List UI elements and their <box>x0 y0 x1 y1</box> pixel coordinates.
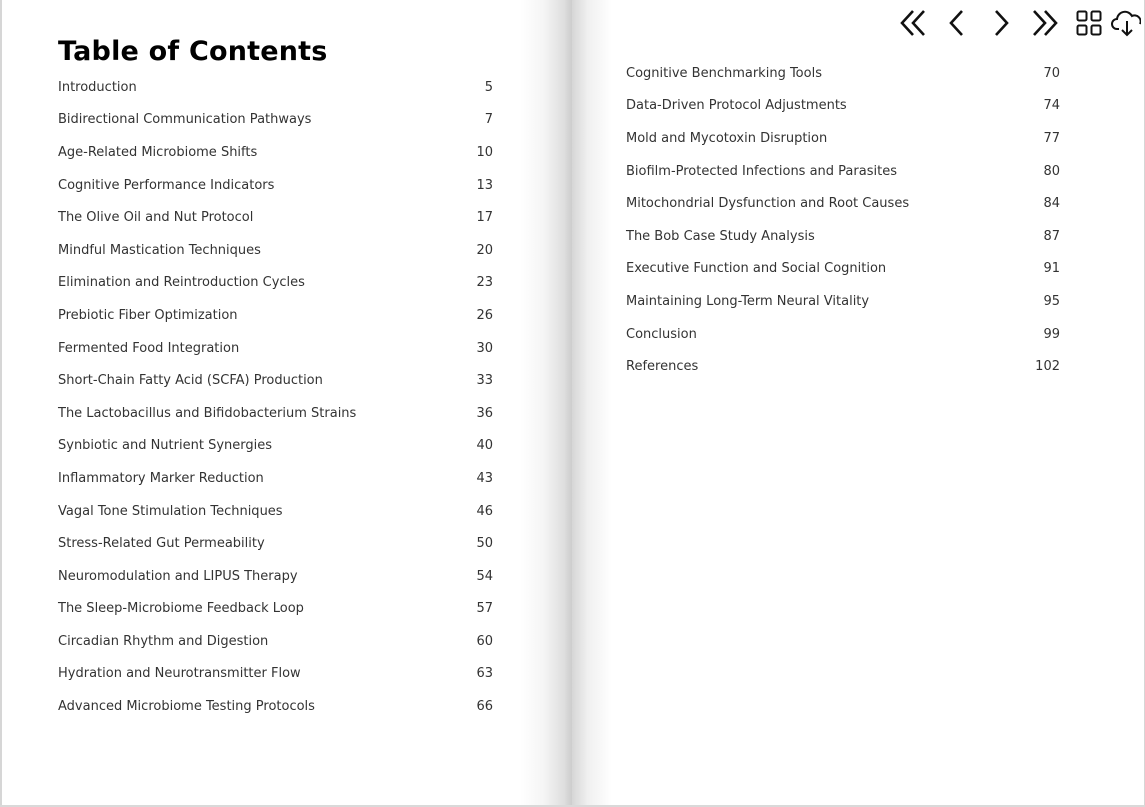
toc-entry[interactable] <box>58 462 493 495</box>
toc-entry[interactable] <box>58 560 493 593</box>
toc-entry-title: Biofilm-Protected Infections and Parasites <box>626 163 897 179</box>
toc-entry[interactable] <box>58 267 493 300</box>
toc-entry-page-number: 74 <box>1043 98 1060 114</box>
double-chevron-right-icon <box>1031 8 1059 38</box>
toc-entry-title: The Bob Case Study Analysis <box>626 228 815 244</box>
toc-entry-page-number: 84 <box>1043 196 1060 212</box>
toc-entry[interactable] <box>58 495 493 528</box>
toc-entry-title: Executive Function and Social Cognition <box>626 261 887 277</box>
first-page-button[interactable] <box>891 4 935 42</box>
toc-entry-title: Age-Related Microbiome Shifts <box>58 144 258 160</box>
toc-entry-page-number: 63 <box>476 666 493 682</box>
toc-entry-title: Synbiotic and Nutrient Synergies <box>58 438 272 454</box>
toc-entry[interactable] <box>626 187 1060 220</box>
toc-list-left <box>58 71 493 723</box>
toc-entry-page-number: 102 <box>1035 359 1060 375</box>
page-title: Table of Contents <box>58 36 328 67</box>
viewer-toolbar <box>891 4 1145 42</box>
toc-entry[interactable] <box>626 57 1060 90</box>
toc-entry[interactable] <box>58 136 493 169</box>
toc-entry-title: Fermented Food Integration <box>58 340 240 356</box>
spine-shadow-right <box>572 0 612 807</box>
chevron-left-icon <box>947 8 967 38</box>
toc-entry-title: Inflammatory Marker Reduction <box>58 470 264 486</box>
left-page <box>0 0 572 807</box>
toc-entry-page-number: 43 <box>476 470 493 486</box>
toc-entry[interactable] <box>58 690 493 723</box>
toc-entry[interactable] <box>58 658 493 691</box>
toc-entry-title: Mold and Mycotoxin Disruption <box>626 130 828 146</box>
cloud-download-icon <box>1111 9 1141 37</box>
toc-entry[interactable] <box>58 430 493 463</box>
toc-entry[interactable] <box>626 220 1060 253</box>
toc-entry-title: Data-Driven Protocol Adjustments <box>626 98 847 114</box>
toc-entry-page-number: 91 <box>1043 261 1060 277</box>
toc-entry-title: The Lactobacillus and Bifidobacterium Strains <box>58 405 357 421</box>
next-page-button[interactable] <box>979 4 1023 42</box>
toc-entry-page-number: 17 <box>476 210 493 226</box>
toc-entry-title: Advanced Microbiome Testing Protocols <box>58 699 315 715</box>
spine-shadow-left <box>520 0 572 807</box>
toc-entry-page-number: 54 <box>476 568 493 584</box>
toc-entry-title: Introduction <box>58 79 137 95</box>
toc-entry[interactable] <box>58 201 493 234</box>
toc-entry-page-number: 95 <box>1043 293 1060 309</box>
toc-entry-page-number: 10 <box>476 144 493 160</box>
toc-entry-page-number: 5 <box>484 79 493 95</box>
toc-entry-page-number: 23 <box>476 275 493 291</box>
toc-entry-page-number: 60 <box>476 633 493 649</box>
toc-entry[interactable] <box>58 593 493 626</box>
toc-entry-title: Maintaining Long-Term Neural Vitality <box>626 293 870 309</box>
toc-entry[interactable] <box>58 397 493 430</box>
toc-entry-title: Mindful Mastication Techniques <box>58 242 261 258</box>
toc-entry-page-number: 46 <box>476 503 493 519</box>
toc-entry[interactable] <box>58 104 493 137</box>
toc-entry-title: Vagal Tone Stimulation Techniques <box>58 503 283 519</box>
toc-entry-title: Stress-Related Gut Permeability <box>58 536 265 552</box>
last-page-button[interactable] <box>1023 4 1067 42</box>
toc-entry-page-number: 99 <box>1043 326 1060 342</box>
toc-entry-title: Conclusion <box>626 326 697 342</box>
toc-entry[interactable] <box>626 253 1060 286</box>
toc-entry[interactable] <box>58 299 493 332</box>
toc-entry-page-number: 20 <box>476 242 493 258</box>
toc-entry[interactable] <box>626 285 1060 318</box>
toc-entry-title: Bidirectional Communication Pathways <box>58 112 312 128</box>
toc-entry-title: The Sleep-Microbiome Feedback Loop <box>58 601 304 617</box>
toc-entry[interactable] <box>626 318 1060 351</box>
toc-entry-title: Prebiotic Fiber Optimization <box>58 307 238 323</box>
thumbnails-button[interactable] <box>1067 4 1111 42</box>
toc-entry[interactable] <box>58 234 493 267</box>
toc-entry[interactable] <box>626 90 1060 123</box>
toc-entry-page-number: 33 <box>476 373 493 389</box>
toc-list-right <box>626 57 1060 383</box>
toc-entry[interactable] <box>58 332 493 365</box>
previous-page-button[interactable] <box>935 4 979 42</box>
toc-entry-title: Cognitive Performance Indicators <box>58 177 275 193</box>
toc-entry-title: Mitochondrial Dysfunction and Root Causes <box>626 196 910 212</box>
toc-entry[interactable] <box>58 71 493 104</box>
toc-entry-title: Neuromodulation and LIPUS Therapy <box>58 568 298 584</box>
toc-entry-page-number: 66 <box>476 699 493 715</box>
toc-entry[interactable] <box>58 527 493 560</box>
toc-entry[interactable] <box>58 169 493 202</box>
toc-entry-page-number: 36 <box>476 405 493 421</box>
toc-entry-page-number: 77 <box>1043 130 1060 146</box>
toc-entry-title: Short-Chain Fatty Acid (SCFA) Production <box>58 373 323 389</box>
toc-entry-page-number: 40 <box>476 438 493 454</box>
toc-entry-title: The Olive Oil and Nut Protocol <box>58 210 254 226</box>
toc-entry-page-number: 30 <box>476 340 493 356</box>
grid-icon <box>1076 10 1102 36</box>
toc-entry-title: Cognitive Benchmarking Tools <box>626 65 822 81</box>
double-chevron-left-icon <box>899 8 927 38</box>
right-page <box>572 0 1145 807</box>
toc-entry[interactable] <box>58 625 493 658</box>
toc-entry-page-number: 7 <box>484 112 493 128</box>
chevron-right-icon <box>991 8 1011 38</box>
toc-entry-page-number: 57 <box>476 601 493 617</box>
toc-entry-page-number: 26 <box>476 307 493 323</box>
toc-entry-page-number: 13 <box>476 177 493 193</box>
toc-entry-page-number: 70 <box>1043 65 1060 81</box>
toc-entry-page-number: 87 <box>1043 228 1060 244</box>
toc-entry[interactable] <box>626 155 1060 188</box>
toc-entry-title: Hydration and Neurotransmitter Flow <box>58 666 301 682</box>
download-button[interactable] <box>1111 4 1145 42</box>
toc-entry[interactable] <box>626 350 1060 383</box>
toc-entry-title: Circadian Rhythm and Digestion <box>58 633 269 649</box>
toc-entry[interactable] <box>58 364 493 397</box>
toc-entry-title: References <box>626 359 699 375</box>
toc-entry[interactable] <box>626 122 1060 155</box>
toc-entry-page-number: 80 <box>1043 163 1060 179</box>
toc-entry-page-number: 50 <box>476 536 493 552</box>
toc-entry-title: Elimination and Reintroduction Cycles <box>58 275 305 291</box>
